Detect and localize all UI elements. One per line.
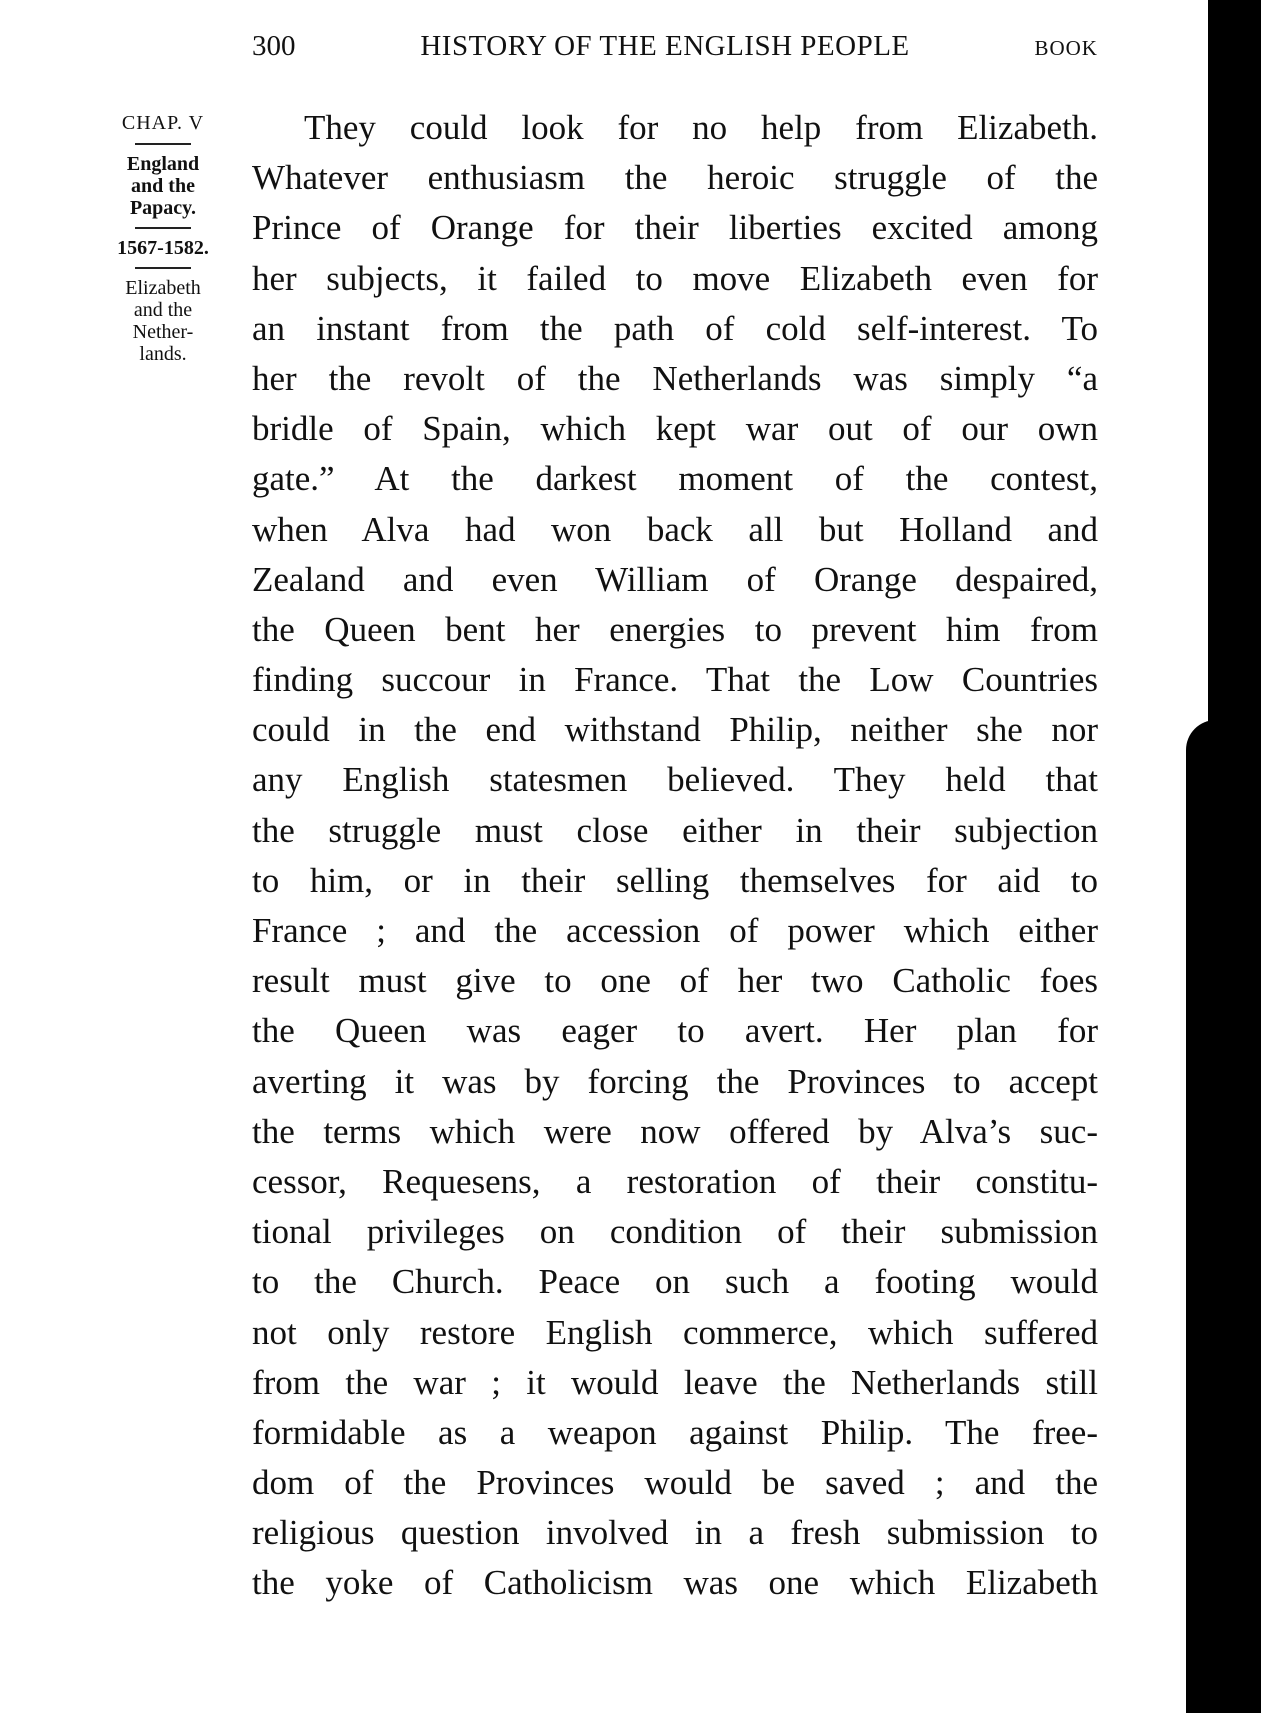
text-line: tional privileges on condition of their submission [252, 1212, 1098, 1252]
text-line: an instant from the path of cold self-interest. To [252, 308, 1098, 348]
text-line: France ; and the accession of power which either [252, 911, 1098, 950]
text-line: the Queen was eager to avert. Her plan for [252, 1011, 1098, 1051]
page-header [252, 30, 1098, 63]
scan-edge-shadow-bulge [1186, 720, 1226, 1713]
margin-rule [135, 227, 191, 229]
text-line: Prince of Orange for their liberties excited among [252, 208, 1098, 248]
text-line: to him, or in their selling themselves for aid to [252, 860, 1098, 900]
section-note-line: Papacy. [129, 197, 197, 219]
text-line: gate.” At the darkest moment of the contest, [252, 459, 1098, 499]
text-line: formidable as a weapon against Philip. The free- [252, 1412, 1098, 1452]
margin-rule [135, 267, 191, 269]
text-line: the struggle must close either in their subjection [252, 810, 1098, 850]
text-line: cessor, Requesens, a restoration of their constitu- [252, 1161, 1098, 1201]
book-label: BOOK [1034, 36, 1098, 60]
text-line: result must give to one of her two Catholic foes [252, 961, 1098, 1001]
chapter-label: CHAP. V [121, 112, 205, 134]
text-line: any English statesmen believed. They held that [252, 760, 1098, 800]
text-line: not only restore English commerce, which suffered [252, 1312, 1098, 1352]
text-line: religious question involved in a fresh submission to [252, 1513, 1098, 1553]
body-text [252, 103, 1098, 1609]
margin-rule [135, 143, 191, 145]
topic-note-line: Nether- [132, 321, 194, 343]
text-line: the Queen bent her energies to prevent him from [252, 609, 1098, 649]
running-title: HISTORY OF THE ENGLISH PEOPLE [420, 30, 910, 62]
text-line: dom of the Provinces would be saved ; and the [252, 1463, 1098, 1503]
margin-notes [96, 112, 230, 365]
topic-note-line: Elizabeth [125, 277, 201, 299]
section-note-line: and the [131, 175, 195, 197]
text-line: averting it was by forcing the Provinces to accept [252, 1061, 1098, 1101]
topic-note-line: and the [133, 299, 193, 321]
text-line: the yoke of Catholicism was one which Elizabeth [252, 1563, 1098, 1603]
text-line: from the war ; it would leave the Netherlands still [252, 1362, 1098, 1402]
section-note-line: England [126, 153, 200, 175]
page-number: 300 [252, 30, 296, 62]
text-line: her the revolt of the Netherlands was simply “a [252, 358, 1098, 398]
date-range-note: 1567-1582. [117, 237, 209, 259]
text-line: finding succour in France. That the Low Countries [252, 660, 1098, 700]
text-line: Zealand and even William of Orange despaired, [252, 559, 1098, 599]
topic-note-line: lands. [139, 343, 187, 365]
text-line: They could look for no help from Elizabeth. [304, 108, 1098, 147]
text-line: to the Church. Peace on such a footing would [252, 1262, 1098, 1302]
text-line: when Alva had won back all but Holland and [252, 509, 1098, 549]
text-line: Whatever enthusiasm the heroic struggle of the [252, 158, 1098, 198]
text-line: the terms which were now offered by Alva’s suc- [252, 1111, 1098, 1151]
text-line: bridle of Spain, which kept war out of our own [252, 409, 1098, 449]
text-line: her subjects, it failed to move Elizabeth even for [252, 258, 1098, 298]
text-line: could in the end withstand Philip, neither she nor [252, 710, 1098, 750]
